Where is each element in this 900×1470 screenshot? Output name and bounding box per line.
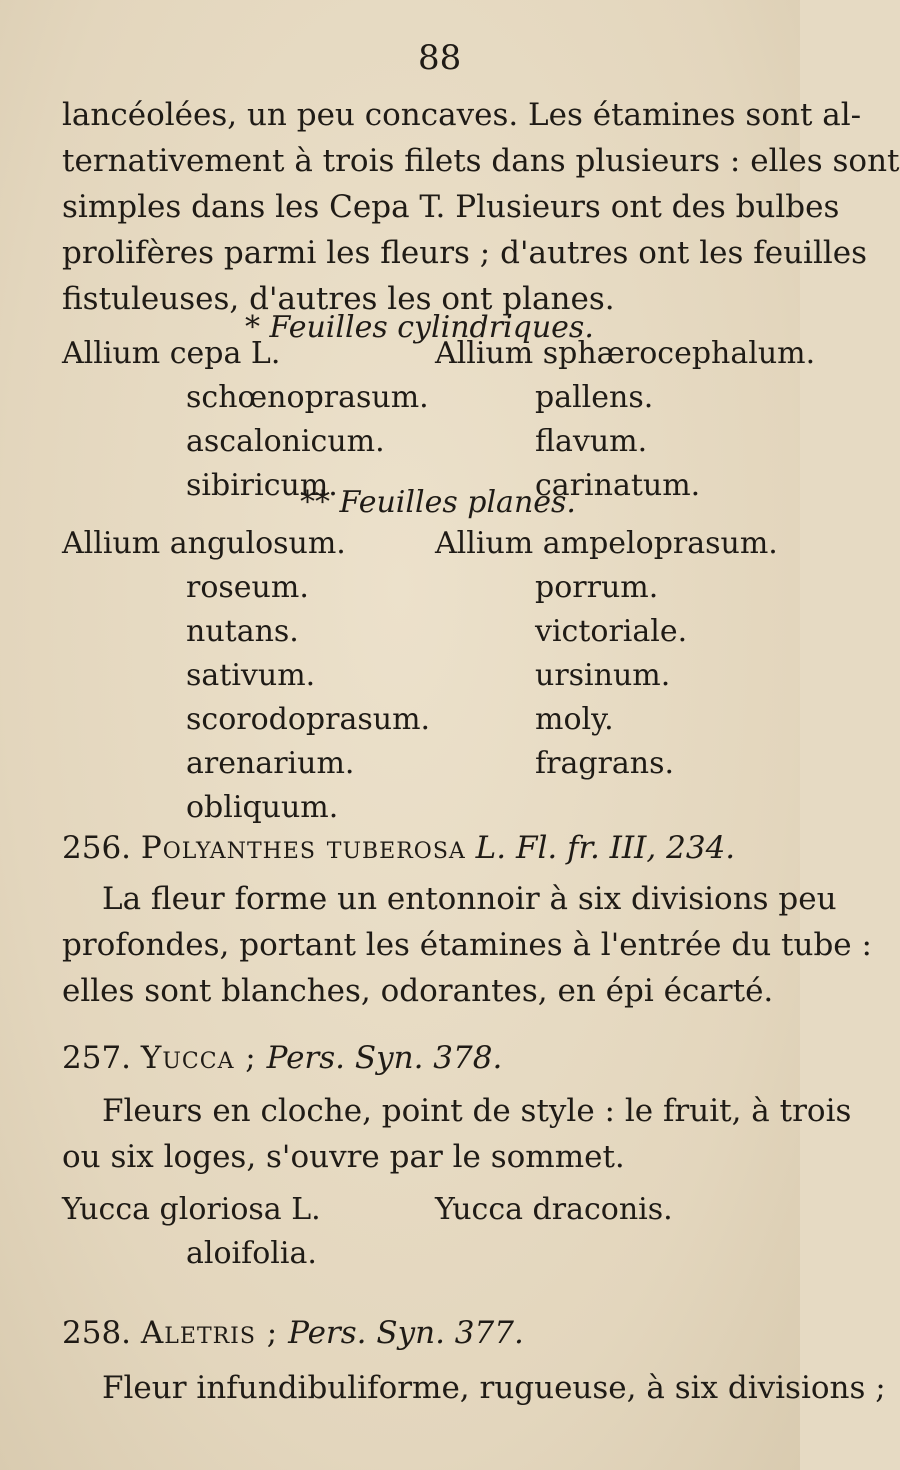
entry-number: 256. (62, 830, 132, 866)
species-name: moly. (535, 702, 614, 737)
species-name: Yucca draconis. (435, 1192, 673, 1227)
species-name: carinatum. (535, 468, 701, 503)
species-name: sativum. (186, 658, 316, 693)
species-column-left (62, 332, 429, 508)
entry-number: 257. (62, 1040, 132, 1076)
text-line: lancéolées, un peu concaves. Les étamines sont al- (62, 97, 862, 133)
entry-heading-258 (62, 1315, 524, 1351)
species-name: aloifolia. (186, 1236, 317, 1271)
text-line: ou six loges, s'ouvre par le sommet. (62, 1139, 625, 1175)
entry-genus: Aletris ; (140, 1315, 279, 1351)
entry-description-257 (62, 1088, 852, 1180)
text-line: prolifères parmi les fleurs ; d'autres ont les feuilles (62, 235, 868, 271)
page-number: 88 (418, 38, 462, 78)
entry-genus: Yucca ; (140, 1040, 257, 1076)
text-line: fistuleuses, d'autres les ont planes. (62, 281, 615, 317)
entry-reference: Pers. Syn. 378. (266, 1040, 503, 1076)
species-name: Allium cepa L. (62, 336, 281, 371)
species-name: fragrans. (535, 746, 675, 781)
species-name: Allium ampeloprasum. (435, 526, 778, 561)
species-name: victoriale. (535, 614, 688, 649)
species-column-right (435, 1188, 673, 1232)
entry-reference: L. Fl. fr. III, 234. (475, 830, 736, 866)
species-name: scorodoprasum. (186, 702, 431, 737)
species-name: roseum. (186, 570, 309, 605)
species-name: pallens. (535, 380, 654, 415)
entry-reference: Pers. Syn. 377. (288, 1315, 524, 1351)
entry-heading-256 (62, 830, 735, 866)
text-line: elles sont blanches, odorantes, en épi écarté. (62, 973, 774, 1009)
text-line: Fleurs en cloche, point de style : le fruit, à trois (102, 1093, 852, 1129)
text-line: ternativement à trois filets dans plusieurs : elles sont (62, 143, 900, 179)
species-name: flavum. (535, 424, 648, 459)
species-name: ursinum. (535, 658, 671, 693)
species-column-left (62, 1188, 321, 1276)
species-column-right (435, 522, 778, 786)
entry-genus: Polyanthes tuberosa (140, 830, 466, 866)
species-name: sibiricum. (186, 468, 338, 503)
text-line: simples dans les Cepa T. Plusieurs ont des bulbes (62, 189, 840, 225)
entry-description-258 (62, 1365, 886, 1411)
species-name: obliquum. (186, 790, 339, 825)
entry-number: 258. (62, 1315, 132, 1351)
species-column-left (62, 522, 430, 830)
species-name: Allium sphærocephalum. (435, 336, 816, 371)
species-name: Yucca gloriosa L. (62, 1192, 321, 1227)
intro-paragraph (62, 92, 900, 322)
section-heading-cylindrical: * Feuilles cylindriques. (245, 310, 594, 345)
species-name: arenarium. (186, 746, 355, 781)
entry-description-256 (62, 876, 872, 1014)
species-name: ascalonicum. (186, 424, 385, 459)
species-name: porrum. (535, 570, 659, 605)
species-name: nutans. (186, 614, 299, 649)
species-column-right (435, 332, 815, 508)
text-line: profondes, portant les étamines à l'entrée du tube : (62, 927, 872, 963)
species-name: schœnoprasum. (186, 380, 429, 415)
text-line: Fleur infundibuliforme, rugueuse, à six divisions ; (102, 1370, 886, 1406)
entry-heading-257 (62, 1040, 502, 1076)
section-heading-flat: ** Feuilles planes. (300, 485, 576, 520)
species-name: Allium angulosum. (62, 526, 346, 561)
text-line: La fleur forme un entonnoir à six divisions peu (102, 881, 837, 917)
